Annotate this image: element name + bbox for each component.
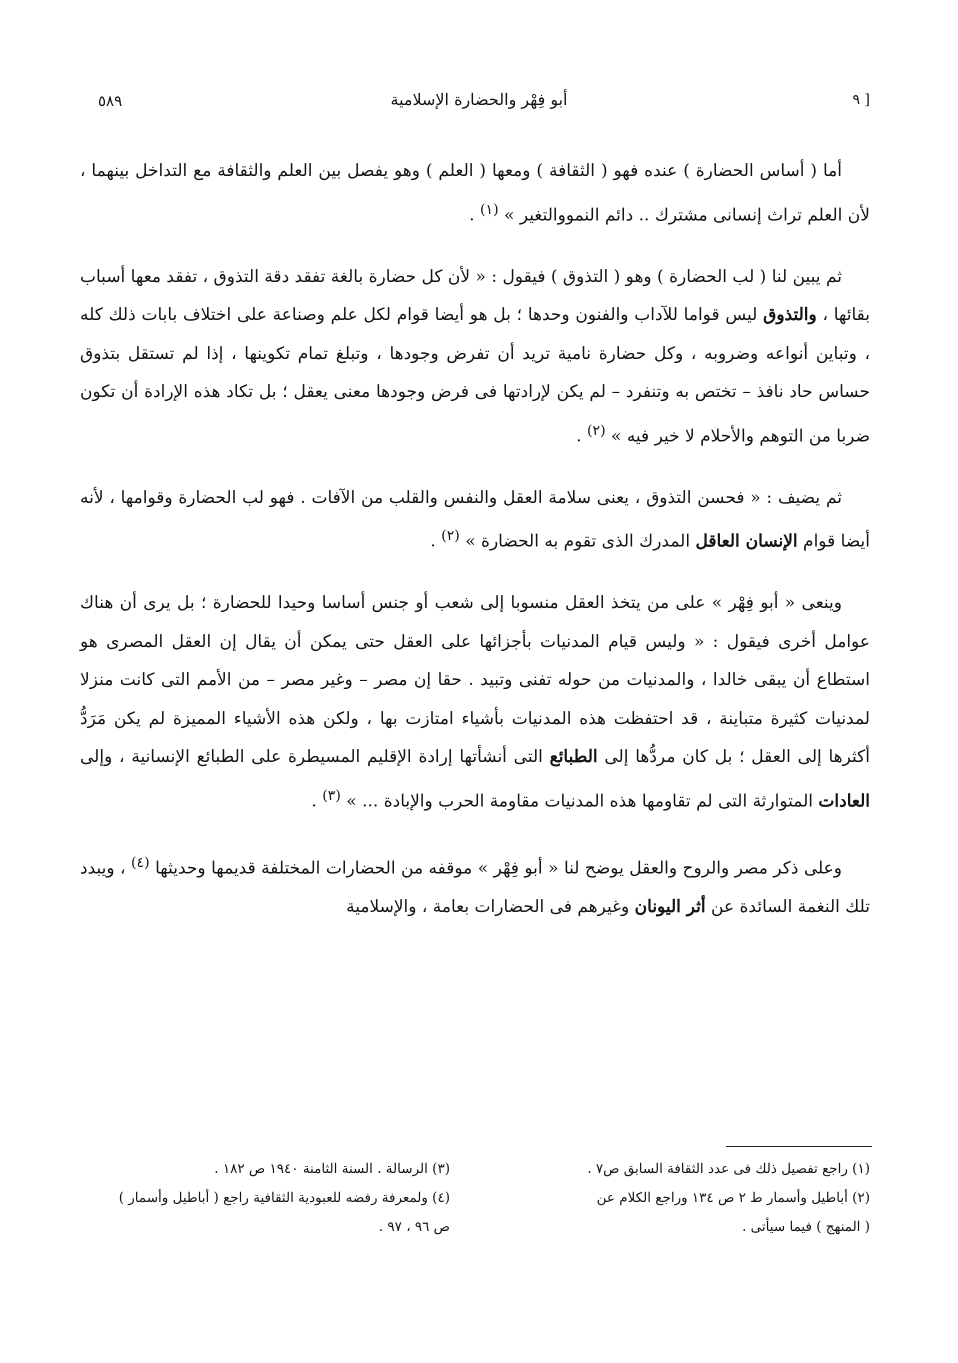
footnote-ref: (٣) — [322, 787, 341, 804]
text-run: التى أنشأتها إرادة الإقليم المسيطرة على الطبائع الإنسانية ، وإلى — [80, 747, 550, 768]
paragraph — [80, 152, 870, 235]
text-run: أما ( أساس الحضارة ) عنده فهو ( الثقافة ) ومعها ( العلم ) وهو يفصل بين العلم والثقافة مع التداخل بينهما ، لأن العلم تراث إنسانى مشترك .. دائم النمووالتغير » — [80, 161, 870, 226]
emphasis: والتذوق — [763, 305, 817, 326]
text-run: وعلى ذكر مصر والروح والعقل يوضح لنا « أبو فِهْر » موقفه من الحضارات المختلفة قديمها وحديثها — [149, 858, 843, 879]
text-run: ليس قواما للآداب والفنون وحدها ؛ بل هو أيضا قوام لكل علم وصناعة على اختلاف بابات ذلك كله ، وتباين أنواعه وضروبه ، وكل حضارة نامية تريد أن تفرض وجودها ، وتبلغ تمام تكوينها ، إذا لم تستقل بتذوق حساس حاد نافذ – تختص به وتنفرد – لم يكن لإرادتها فى فرض وجودها معنى يعقل ؛ بل تكاد هذه الإرادة أن تكون ضربا من التوهم والأحلام لا خير فيه » — [80, 305, 870, 447]
page-number: ٥٨٩ — [98, 92, 123, 110]
footnote: (١) راجع تفصيل ذلك فى عدد الثقافة السابق ص٧ . — [587, 1161, 870, 1177]
footnote-ref: (٢) — [441, 528, 460, 545]
text-run: ، ويبدد تلك النغمة السائدة عن — [80, 858, 870, 918]
footnotes — [80, 1155, 870, 1265]
running-title: أبو فِهْر والحضارة الإسلامية — [390, 90, 568, 109]
text-run: ثم يبين لنا ( لب الحضارة ) وهو ( التذوق ) فيقول : « لأن كل حضارة بالغة تفقد دقة التذوق ، تفقد معها أسباب بقائها ، — [80, 266, 870, 326]
text-run: . — [430, 531, 442, 552]
footnote-ref: (١) — [479, 201, 499, 218]
footnote: ص ٩٦ ، ٩٧ . — [378, 1219, 450, 1235]
text-run: . — [311, 791, 323, 812]
text-run: المتوارثة التى لم تقاومها هذه المدنيات مقاومة الحرب والإبادة ... » — [340, 791, 819, 812]
text-run: وغيرهم فى الحضارات بعامة ، والإسلامية — [346, 897, 635, 918]
emphasis: العادات — [818, 791, 870, 812]
emphasis: أثر اليونان — [634, 897, 706, 918]
issue-mark: [ ٩ — [852, 92, 870, 108]
text-run: المدرك الذى تقوم به الحضارة » — [459, 531, 696, 552]
emphasis: الطبائع — [549, 747, 598, 768]
text-run: . — [576, 426, 587, 447]
footnote-ref: (٤) — [130, 855, 150, 872]
footnotes-left-column — [80, 1155, 450, 1242]
text-run: . — [469, 205, 480, 226]
paragraph — [80, 844, 870, 927]
paragraph — [80, 258, 870, 456]
paragraph — [80, 584, 870, 821]
footnote-ref: (٢) — [586, 422, 606, 439]
footnotes-right-column — [490, 1155, 870, 1242]
body-text — [80, 152, 870, 950]
text-run: ثم يضيف : « فحسن التذوق ، يعنى سلامة العقل والنفس والقلب من الآفات . فهو لب الحضارة وقوامها ، لأنه أيضا قوام — [80, 487, 870, 552]
paragraph — [80, 479, 870, 562]
text-run: وينعى « أبو فِهْر » على من يتخذ العقل منسوبا إلى شعب أو جنس أساسا وحيدا للحضارة ؛ بل يرى أن هناك عوامل أخرى فيقول : « وليس قيام المدنيات بأجزائها على العقل حتى يمكن أن يقال إن العقل المصرى هو استطاع أن يبقى خالدا ، والمدنيات من حوله تفنى وتبيد . حقا إن مصر – وغير مصر – من الأمم التى كانت منزلا لمدنيات كثيرة متباينة ، قد احتفظت هذه المدنيات بأشياء امتازت بها ، ولكن هذه الأشياء المميزة لم يكن مَرَدُّ أكثرها إلى العقل ؛ بل كان مردُّها إلى — [80, 593, 870, 768]
footnote: (٢) أباطيل وأسمار ط ٢ ص ١٣٤ وراجع الكلام عن — [596, 1190, 870, 1206]
footnote: (٤) ولمعرفة رفضه للعبودية الثقافية راجع ( أباطيل وأسمار ) — [118, 1190, 450, 1206]
page-header — [80, 88, 878, 118]
footnote: ( المنهج ) فيما سيأتى . — [742, 1219, 870, 1235]
footnote-divider — [726, 1146, 872, 1147]
footnote: (٣) الرسالة . السنة الثامنة ١٩٤٠ ص ١٨٢ . — [214, 1161, 450, 1177]
emphasis: الإنسان العاقل — [695, 531, 798, 552]
